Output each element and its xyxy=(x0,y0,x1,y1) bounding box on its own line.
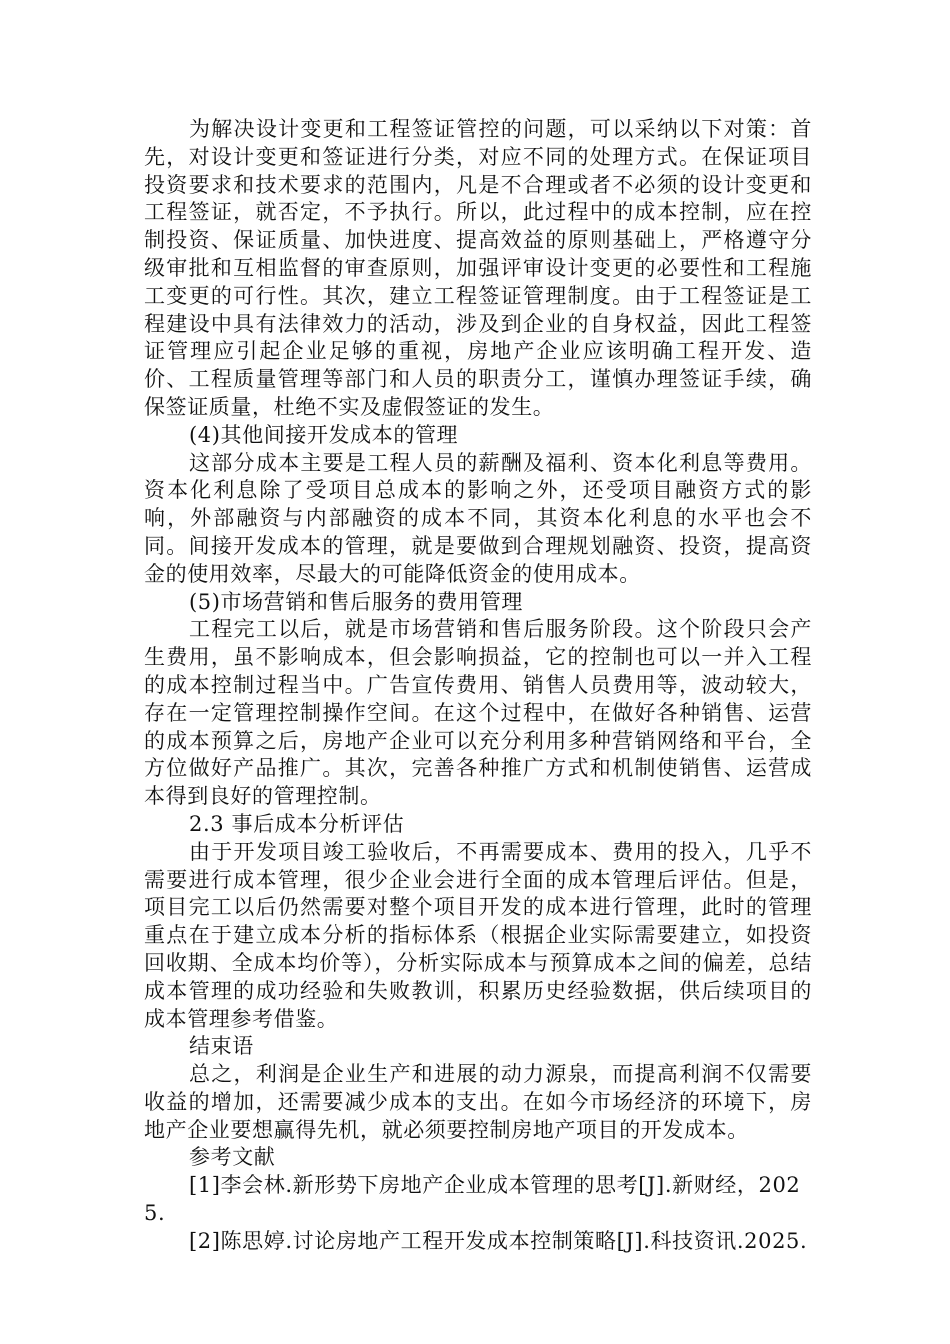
paragraph-marketing-cost: 工程完工以后，就是市场营销和售后服务阶段。这个阶段只会产生费用，虽不影响成本，但会影响损益，它的控制也可以一并入工程的成本控制过程当中。广告宣传费用、销售人员费用等，波动较大，存在一定管理控制操作空间。在这个过程中，在做好各种销售、运营的成本预算之后，房地产企业可以充分利用多种营销网络和平台，全方位做好产品推广。其次，完善各种推广方式和机制使销售、运营成本得到良好的管理控制。 xyxy=(144,617,812,809)
reference-item-2: [2]陈思婷.讨论房地产工程开发成本控制策略[J].科技资讯.2025. xyxy=(189,1228,808,1253)
paragraph-post-analysis: 由于开发项目竣工验收后，不再需要成本、费用的投入，几乎不需要进行成本管理，很少企业会进行全面的成本管理后评估。但是，项目完工以后仍然需要对整个项目开发的成本进行管理，此时的管理重点在于建立成本分析的指标体系（根据企业实际需要建立，如投资回收期、全成本均价等），分析实际成本与预算成本之间的偏差，总结成本管理的成功经验和失败教训，积累历史经验数据，供后续项目的成本管理参考借鉴。 xyxy=(144,839,812,1031)
paragraph-design-change-countermeasures: 为解决设计变更和工程签证管控的问题，可以采纳以下对策：首先，对设计变更和签证进行分类，对应不同的处理方式。在保证项目投资要求和技术要求的范围内，凡是不合理或者不必须的设计变更和工程签证，就否定，不予执行。所以，此过程中的成本控制，应在控制投资、保证质量、加快进度、提高效益的原则基础上，严格遵守分级审批和互相监督的审查原则，加强评审设计变更的必要性和工程施工变更的可行性。其次，建立工程签证管理制度。由于工程签证是工程建设中具有法律效力的活动，涉及到企业的自身权益，因此工程签证管理应引起企业足够的重视，房地产企业应该明确工程开发、造价、工程质量管理等部门和人员的职责分工，谨慎办理签证手续，确保签证质量，杜绝不实及虚假签证的发生。 xyxy=(144,117,812,419)
section-heading-conclusion: 结束语 xyxy=(189,1034,254,1059)
paragraph-indirect-cost: 这部分成本主要是工程人员的薪酬及福利、资本化利息等费用。资本化利息除了受项目总成本的影响之外，还受项目融资方式的影响，外部融资与内部融资的成本不同，其资本化利息的水平也会不同。间接开发成本的管理，就是要做到合理规划融资、投资，提高资金的使用效率，尽最大的可能降低资金的使用成本。 xyxy=(144,450,812,586)
section-heading-indirect-cost: (4)其他间接开发成本的管理 xyxy=(189,422,459,447)
reference-item-1: [1]李会林.新形势下房地产企业成本管理的思考[J].新财经，2025. xyxy=(144,1173,801,1226)
section-heading-references: 参考文献 xyxy=(189,1145,276,1170)
section-heading-marketing-cost: (5)市场营销和售后服务的费用管理 xyxy=(189,589,523,614)
document-body xyxy=(144,116,812,1256)
section-heading-post-analysis: 2.3 事后成本分析评估 xyxy=(189,811,405,836)
paragraph-conclusion: 总之，利润是企业生产和进展的动力源泉，而提高利润不仅需要收益的增加，还需要减少成本的支出。在如今市场经济的环境下，房地产企业要想赢得先机，就必须要控制房地产项目的开发成本。 xyxy=(144,1062,812,1142)
